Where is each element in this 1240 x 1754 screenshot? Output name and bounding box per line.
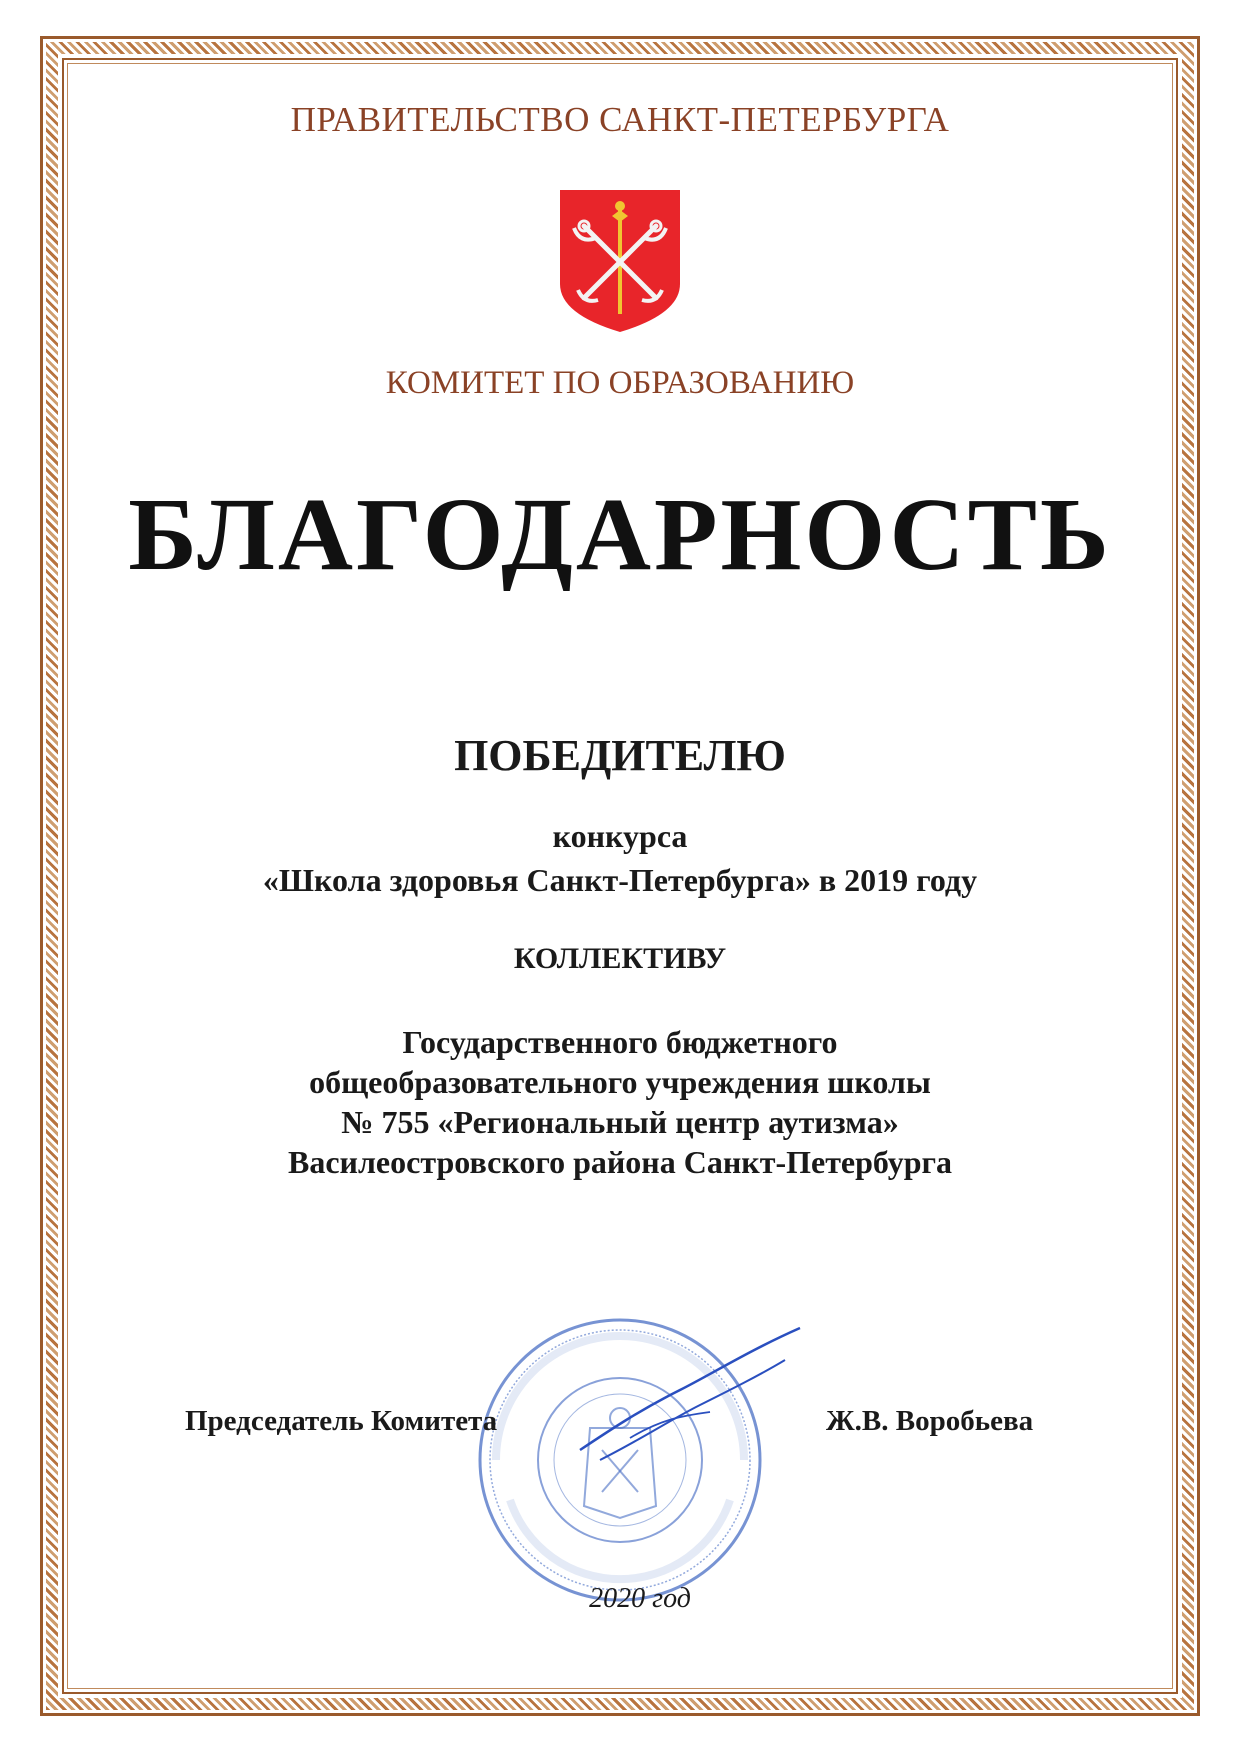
coat-of-arms-icon: [556, 186, 684, 336]
signature-icon: [570, 1320, 810, 1470]
collective-label: КОЛЛЕКТИВУ: [513, 942, 727, 975]
organization-line: № 755 «Региональный центр аутизма»: [341, 1104, 899, 1140]
contest-name: «Школа здоровья Санкт-Петербурга» в 2019 году: [262, 862, 978, 898]
organization-line: Государственного бюджетного: [402, 1024, 838, 1060]
committee-heading: КОМИТЕТ ПО ОБРАЗОВАНИЮ: [385, 365, 855, 401]
signatory-name: Ж.В. Воробьева: [826, 1405, 1034, 1437]
issue-year: 2020 год: [589, 1583, 691, 1614]
organization-name: [80, 1022, 1160, 1182]
organization-line: общеобразовательного учреждения школы: [309, 1064, 931, 1100]
winner-label: ПОБЕДИТЕЛЮ: [454, 731, 786, 780]
government-heading: ПРАВИТЕЛЬСТВО САНКТ-ПЕТЕРБУРГА: [290, 100, 950, 139]
organization-line: Василеостровского района Санкт-Петербурга: [287, 1144, 953, 1180]
contest-label: конкурса: [552, 818, 688, 854]
document-title: БЛАГОДАРНОСТЬ: [128, 477, 1112, 592]
signatory-position: Председатель Комитета: [185, 1405, 498, 1437]
